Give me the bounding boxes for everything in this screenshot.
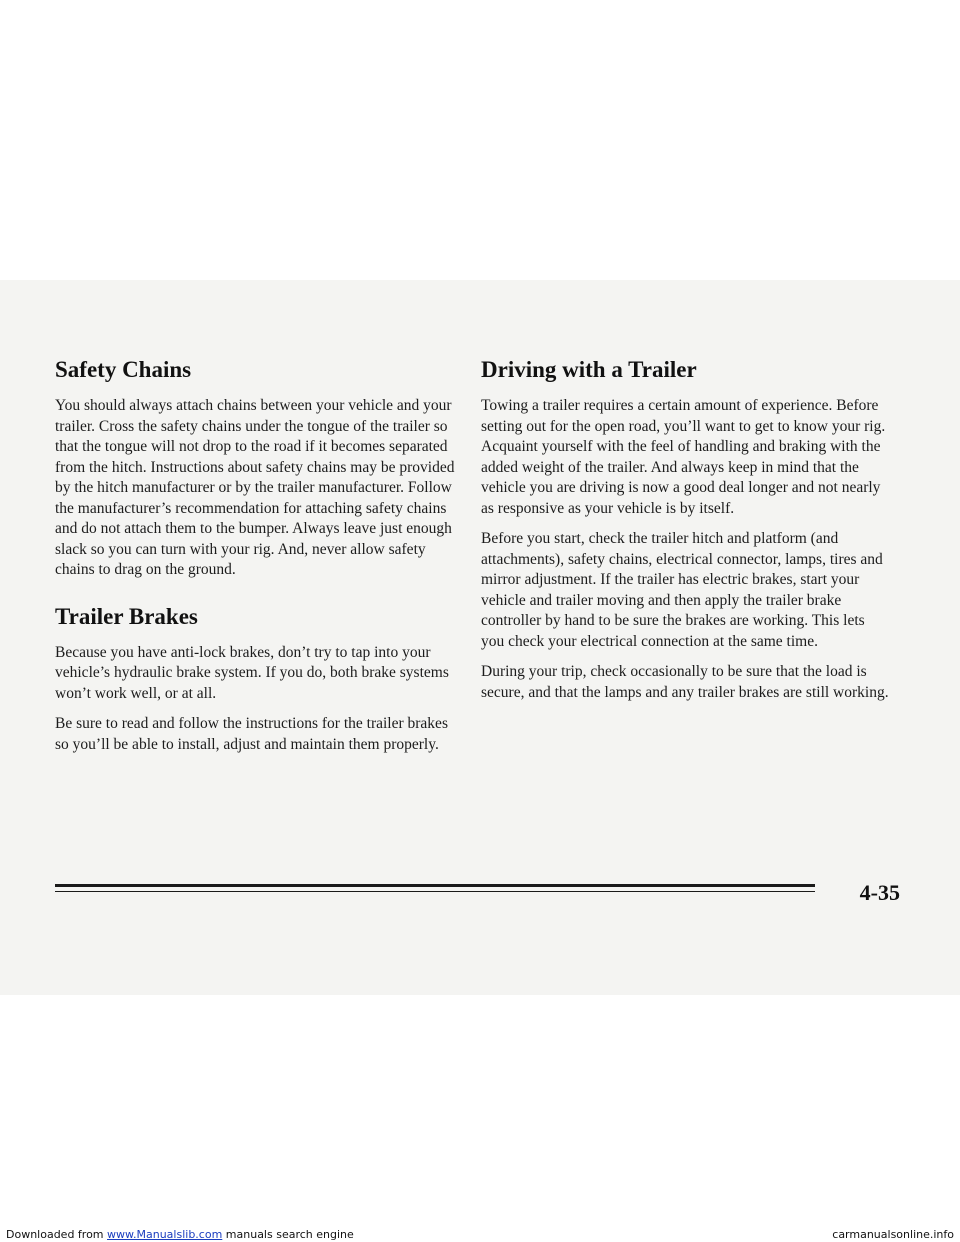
paragraph-trailer-brakes-2: Be sure to read and follow the instructions for the trailer brakes so you’ll be able to install, adjust and maintain them properly. xyxy=(55,715,448,753)
paragraph-safety-chains: You should always attach chains between your vehicle and your trailer. Cross the safety chains under the tongue of the trailer so that the tongue will not drop to the road if it becomes separated from the hitch. Instructions about safety chains may be provided by the hitch manufacturer or by the trailer manufacturer. Follow the manufacturer’s recommendation for attaching safety chains and do not attach them to the bumper. Always leave just enough slack so you can turn with your rig. And, never allow safety chains to drag on the ground. xyxy=(55,397,455,578)
divider-line xyxy=(55,884,815,887)
section-heading-safety-chains: Safety Chains xyxy=(55,357,192,382)
divider-line-thin xyxy=(55,891,815,892)
paragraph-driving-3: During your trip, check occasionally to be sure that the load is secure, and that the lamps and any trailer brakes are still working. xyxy=(481,663,889,701)
section-heading-driving-with-trailer: Driving with a Trailer xyxy=(481,357,697,382)
left-column xyxy=(55,356,455,765)
page-footer-rule xyxy=(55,880,900,920)
section-heading-trailer-brakes: Trailer Brakes xyxy=(55,603,198,629)
paragraph-driving-1: Towing a trailer requires a certain amount of experience. Before setting out for the open road, you’ll want to get to know your rig. Acquaint yourself with the feel of handling and braking with the added weight of the trailer. And always keep in mind that the vehicle you are driving is now a good deal longer and not nearly as responsive as your vehicle is by itself. xyxy=(481,397,886,517)
manualslib-link[interactable]: www.Manualslib.com xyxy=(107,1228,223,1241)
page-number: 4-35 xyxy=(859,880,900,905)
paragraph-driving-2: Before you start, check the trailer hitch and platform (and attachments), safety chains, electrical connector, lamps, tires and mirror adjustment. If the trailer has electric brakes, start your vehicle and trailer moving and then apply the trailer brake controller by hand to be sure the brakes are working. This lets you check your electrical connection at the same time. xyxy=(481,530,883,650)
footer-watermark: carmanualsonline.info xyxy=(832,1228,954,1241)
footer-prefix: Downloaded from xyxy=(6,1228,104,1241)
footer-source xyxy=(6,1228,354,1241)
footer-suffix: manuals search engine xyxy=(225,1228,354,1241)
paragraph-trailer-brakes-1: Because you have anti-lock brakes, don’t try to tap into your vehicle’s hydraulic brake system. If you do, both brake systems won’t work well, or at all. xyxy=(55,643,449,702)
right-column xyxy=(481,356,891,713)
download-footer xyxy=(0,1226,960,1242)
